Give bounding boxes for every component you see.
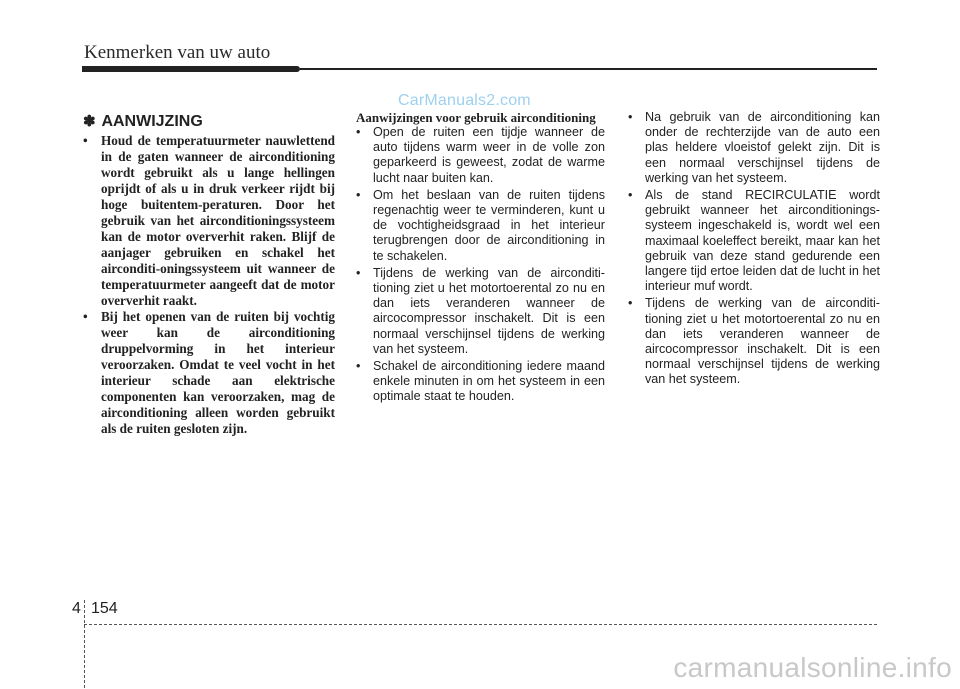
- bullet-icon: •: [356, 187, 361, 202]
- notice-column: [83, 110, 335, 437]
- tips-heading: Aanwijzingen voor gebruik airconditioning: [356, 110, 596, 125]
- list-item: • Na gebruik van de airconditioning kan onder de rechterzijde van de auto een plas heldere vloeistof gelekt zijn. Dit is een normaal verschijnsel tijdens de werking van het systeem.: [628, 110, 880, 185]
- list-item: • Schakel de airconditioning iedere maand enkele minuten in om het systeem in een optimale staat te houden.: [356, 359, 605, 404]
- bullet-icon: •: [83, 133, 88, 148]
- bullet-icon: •: [356, 125, 361, 139]
- notice-heading: [83, 112, 335, 131]
- asterisk-icon: ✽: [83, 113, 96, 130]
- notice-list: [83, 133, 335, 437]
- bullet-icon: •: [628, 188, 633, 203]
- bullet-icon: •: [356, 359, 361, 374]
- tips-continued-column: [628, 110, 880, 390]
- header-accent-bar: [82, 66, 300, 72]
- footer-divider: [84, 600, 85, 688]
- list-item: • Als de stand RECIRCULATIE wordt gebruikt wanneer het airconditionings-systeem ingeschakeld is, wordt wel een maximaal koeleffect bereikt, maar kan het gebruik van deze stand gedurende een langere tijd ertoe leiden dat de lucht in het interieur muf wordt.: [628, 188, 880, 294]
- bullet-icon: •: [83, 309, 88, 324]
- watermark-bottom[interactable]: carmanualsonline.info: [673, 652, 952, 683]
- list-item: • Houd de temperatuurmeter nauwlettend in de gaten wanneer de airconditioning wordt gebruikt als u lange hellingen oprijdt of als u in druk verkeer rijdt bij hoge buitentem-peraturen. Door het gebruik van het airconditioningssysteem kan de motor oververhit raken. Blijf de aanjager gebruiken en schakel het airconditi-oningssysteem uit wanneer de temperatuurmeter aangeeft dat de motor oververhit raakt.: [83, 133, 335, 308]
- list-item: • Om het beslaan van de ruiten tijdens regenachtig weer te verminderen, kunt u de vochtigheidsgraad in het interieur terugbrengen door de airconditioning in te schakelen.: [356, 187, 605, 263]
- bullet-icon: •: [356, 265, 361, 280]
- list-item: • Tijdens de werking van de airconditi-tioning ziet u het motortoerental zo nu en dan iets veranderen wanneer de aircocompressor inschakelt. Dit is een normaal verschijnsel tijdens de werking van het systeem.: [356, 265, 605, 356]
- page-number: 154: [91, 600, 118, 617]
- footer-rule: [84, 624, 877, 625]
- chapter-number: 4: [72, 600, 81, 617]
- watermark-top[interactable]: CarManuals2.com: [398, 92, 531, 109]
- bullet-icon: •: [628, 110, 633, 124]
- tips-column: [356, 110, 605, 407]
- list-item: • Bij het openen van de ruiten bij vochtig weer kan de airconditioning druppelvorming in het interieur veroorzaken. Omdat te veel vocht in het interieur schade aan elektrische componenten kan veroorzaken, mag de airconditioning alleen worden gebruikt als de ruiten gesloten zijn.: [83, 309, 335, 436]
- page-header-title: Kenmerken van uw auto: [84, 42, 271, 63]
- bullet-icon: •: [628, 296, 633, 311]
- list-item: • Open de ruiten een tijdje wanneer de auto tijdens warm weer in de volle zon geparkeerd is geweest, zodat de warme lucht naar buiten kan.: [356, 125, 605, 185]
- notice-title: AANWIJZING: [101, 113, 203, 130]
- header-rule: [300, 68, 877, 70]
- tips-list: [356, 125, 605, 405]
- tips-continued-list: [628, 110, 880, 388]
- list-item: • Tijdens de werking van de airconditi-tioning ziet u het motortoerental zo nu en dan iets veranderen wanneer de aircocompressor inschakelt. Dit is een normaal verschijnsel tijdens de werking van het systeem.: [628, 296, 880, 387]
